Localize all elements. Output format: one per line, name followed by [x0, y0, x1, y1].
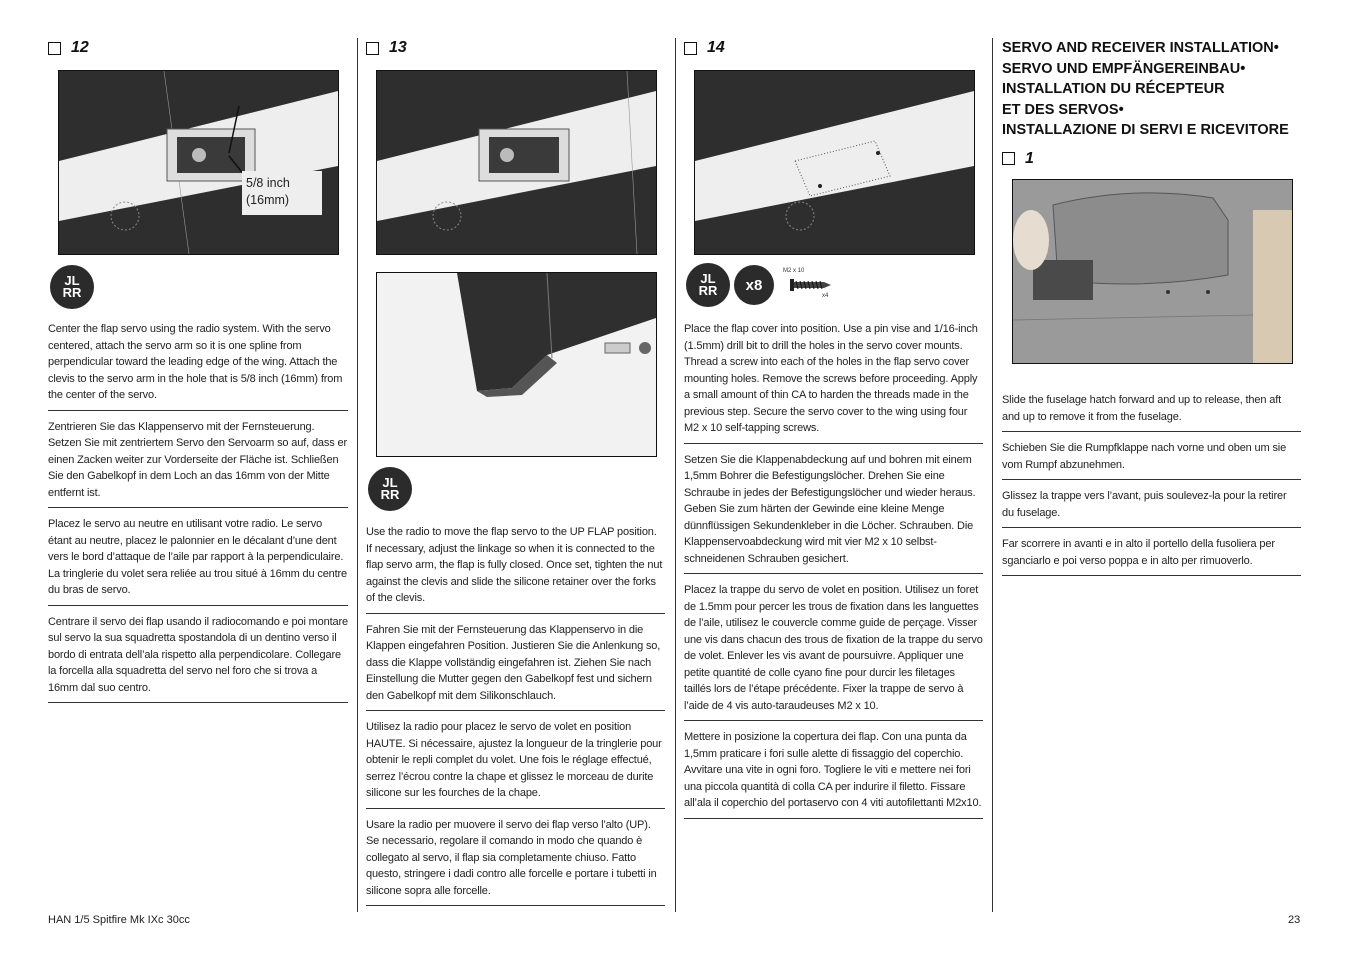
checkbox-icon	[48, 42, 61, 55]
step-number: 13	[389, 39, 407, 56]
checkbox-icon	[684, 42, 697, 55]
paragraph-en: Use the radio to move the flap servo to the UP FLAP position. If necessary, adjust the linkage so when it is connected to the flap servo arm, the flap is fully closed. Once set, tighten the nut against the clevis and slide the silicone retainer over the forks of the clevis.	[366, 524, 665, 614]
step-14-text	[684, 321, 983, 827]
column-divider	[357, 38, 358, 912]
paragraph-fr: Glissez la trappe vers l’avant, puis soulevez-la pour la retirer du fuselage.	[1002, 488, 1301, 528]
step-13-text	[366, 524, 665, 914]
step-number: 14	[707, 39, 725, 56]
paragraph-fr: Utilisez la radio pour placez le servo de volet en position HAUTE. Si nécessaire, ajustez la longueur de la tringlerie pour obtenir le repli complet du volet. Une fois le réglage effectué, serrez l’écrou contre la chape et glissez le morceau de durite silicone sur les fourches de la chape.	[366, 719, 665, 809]
paragraph-fr: Placez le servo au neutre en utilisant votre radio. Le servo étant au neutre, placez le palonnier en le décalant d’une dent vers le bord d’attaque de l’aile par rapport à la perpendiculaire. La tringlerie du volet sera reliée au trou situé à 16mm du centre du bras de servo.	[48, 516, 348, 606]
step-header	[366, 38, 666, 58]
footer-title: HAN 1/5 Spitfire Mk IXc 30cc	[48, 914, 190, 926]
photo-flap-closed	[376, 272, 657, 457]
quantity-badge: x8	[734, 265, 774, 305]
flap-closed-illustration	[377, 273, 656, 456]
screw-icon	[790, 277, 832, 293]
column-step-12	[48, 38, 348, 58]
paragraph-de: Schieben Sie die Rumpfklappe nach vorne und oben um sie vom Rumpf abzunehmen.	[1002, 440, 1301, 480]
page-number: 23	[1288, 914, 1301, 926]
column-section-servo-receiver	[1002, 38, 1302, 169]
paragraph-en: Center the flap servo using the radio system. With the servo centered, attach the servo arm so it is one spline from perpendicular toward the leading edge of the wing. Attach the clevis to the servo arm in the hole that is 5/8 inch (16mm) from the center of the servo.	[48, 321, 348, 411]
photo-fuselage-hatch	[1012, 179, 1293, 364]
paragraph-en: Slide the fuselage hatch forward and up to release, then aft and up to remove it from the fuselage.	[1002, 392, 1301, 432]
paragraph-de: Setzen Sie die Klappenabdeckung auf und bohren mit einem 1,5mm Bohrer die Befestigungslöcher. Drehen Sie eine Schraube in jedes der Befestigungslöcher und wieder heraus. Geben Sie zum härten der Gewinde eine kleine Menge dünnflüssigen Sekundenkleber in die Löcher. Schrauben. Die Klappenservoabdeckung wird mit vier M2 x 10 selbst-schneidenen Schrauben gesichert.	[684, 452, 983, 575]
servo-arm-illustration	[59, 71, 338, 254]
servo-up-illustration	[377, 71, 656, 254]
radio-transmitter-badge: JL RR	[686, 263, 730, 307]
measurement-label: 5/8 inch (16mm)	[246, 176, 290, 207]
radio-transmitter-badge: JL RR	[368, 467, 412, 511]
paragraph-de: Fahren Sie mit der Fernsteuerung das Klappenservo in die Klappen eingefahren Position. Justieren Sie die Anlenkung so, dass die Klappe vollständig eingefahren ist. Ziehen Sie nach Einstellung die Mutter gegen den Gabelkopf fest und sichern den Gabelkopf mit dem Silikonschlauch.	[366, 622, 665, 712]
photo-servo-up	[376, 70, 657, 255]
paragraph-it: Centrare il servo dei flap usando il radiocomando e poi montare sul servo la sua squadretta spostandola di un dentino verso il bordo di entrata dell’ala rispetto alla perpendicolare. Collegare la forcella alla squadretta del servo nel foro che si trova a 16mm dal suo centro.	[48, 614, 348, 704]
step-header	[684, 38, 984, 58]
flap-cover-illustration	[695, 71, 974, 254]
screw-count-label: x4	[822, 293, 829, 299]
step-number: 12	[71, 39, 89, 56]
step-header	[48, 38, 348, 58]
column-step-14	[684, 38, 984, 58]
radio-transmitter-badge: JL RR	[50, 265, 94, 309]
paragraph-it: Mettere in posizione la copertura dei flap. Con una punta da 1,5mm praticare i fori sulle alette di fissaggio del coperchio. Avvitare una vite in ogni foro. Togliere le viti e mettere nei fori una piccola quantità di colla CA per indurire il filetto. Fissare all’ala il coperchio del portaservo con 4 viti autofilettanti M2x10.	[684, 729, 983, 819]
paragraph-en: Place the flap cover into position. Use a pin vise and 1/16-inch (1.5mm) drill bit to drill the holes in the servo cover mounts. Thread a screw into each of the holes in the flap servo cover mounting holes. Remove the screws before proceeding. Apply a small amount of thin CA to harden the threads made in the previous step. Secure the servo cover to the wing using four M2 x 10 self-tapping screws.	[684, 321, 983, 444]
column-divider	[992, 38, 993, 912]
checkbox-icon	[1002, 152, 1015, 165]
screw-size-label: M2 x 10	[783, 268, 805, 274]
paragraph-de: Zentrieren Sie das Klappenservo mit der Fernsteuerung. Setzen Sie mit zentriertem Servo den Servoarm so auf, dass er einen Zacken weiter zur Vorderseite der Fläche ist. Schließen Sie den Gabelkopf in dem Loch an das 16mm von der Mitte entfernt ist.	[48, 419, 348, 509]
column-step-13	[366, 38, 666, 58]
step-number: 1	[1025, 149, 1034, 167]
step-12-text	[48, 321, 348, 711]
section-heading: SERVO AND RECEIVER INSTALLATION• SERVO UND EMPFÄNGEREINBAU• INSTALLATION DU RÉCEPTEUR ET DES SERVOS• INSTALLAZIONE DI SERVI E RICEVITORE	[1002, 40, 1289, 138]
paragraph-it: Usare la radio per muovere il servo dei flap verso l’alto (UP). Se necessario, regolare il comando in modo che quando è collegato al servo, il flap sia completamente chiuso. Fatto questo, stringere i dadi contro alle forcelle e portare i tubetti in silicone sopra alle forcelle.	[366, 817, 665, 907]
step-1-text	[1002, 392, 1301, 584]
paragraph-it: Far scorrere in avanti e in alto il portello della fusoliera per sganciarlo e poi verso poppa e in alto per rimuoverlo.	[1002, 536, 1301, 576]
paragraph-fr: Placez la trappe du servo de volet en position. Utilisez un foret de 1.5mm pour percer les trous de fixation dans les languettes de l’aile, utilisez le couvercle comme guide de perçage. Visser une vis dans chacun des trous de fixation de la trappe du servo de volet. Enlever les vis avant de poursuivre. Appliquer une petite quantité de colle cyano fine pour durcir les filetages taillés lors de l’étape précédente. Fixer la trappe de servo à l’aide de 4 vis auto-taraudeuses M2 x 10.	[684, 582, 983, 721]
photo-flap-cover	[694, 70, 975, 255]
photo-servo-arm	[58, 70, 339, 255]
column-divider	[675, 38, 676, 912]
checkbox-icon	[366, 42, 379, 55]
step-header	[1002, 149, 1302, 169]
fuselage-hatch-illustration	[1013, 180, 1292, 363]
